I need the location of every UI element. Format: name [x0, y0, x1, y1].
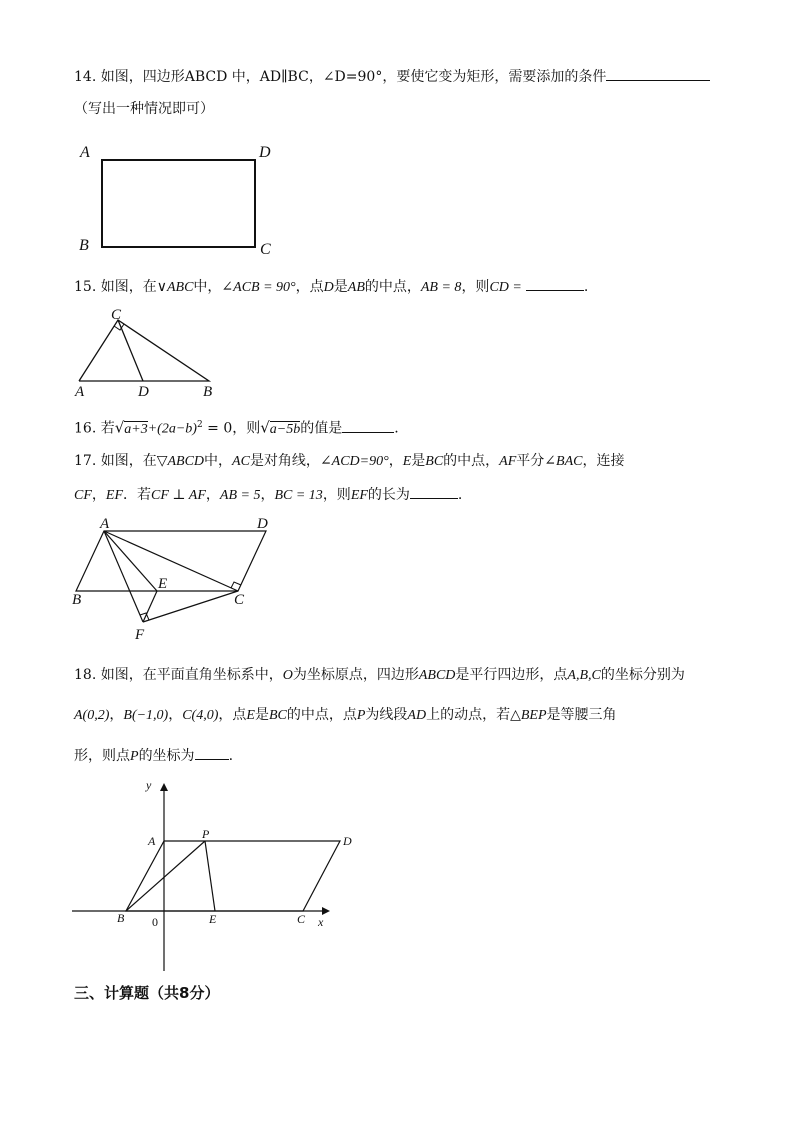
q17-e: E: [402, 454, 412, 469]
q17-text-7: ，连接: [582, 453, 625, 469]
q16-radicand-2: a−5b: [269, 421, 301, 437]
q15-text-4: 的中点，: [364, 279, 421, 295]
q17-segment-cf: [143, 591, 238, 622]
q17-text-2: 是对角线，: [249, 453, 320, 469]
q15-triangle: ∨ABC: [156, 280, 194, 295]
q18-label-p: P: [202, 827, 210, 841]
q17-cf: CF: [74, 488, 92, 503]
q15-label-a: A: [75, 384, 85, 400]
q15-given: AB = 8: [420, 280, 462, 295]
q15-point-d: D: [323, 280, 334, 295]
q17-segment-ae: [104, 531, 157, 591]
q14-label-d: D: [259, 144, 271, 161]
q17-angle: ∠ACD=90°: [319, 454, 389, 469]
q18-line2: [74, 706, 617, 725]
q17-bc-value: BC = 13: [274, 488, 323, 503]
q17-text-6: 平分: [516, 453, 545, 469]
q17-label-e: E: [158, 576, 168, 592]
q18-text-5: ，点: [218, 707, 247, 723]
section-title: 三、计算题（共8分）: [74, 984, 220, 1002]
q18-coordinate-figure: [68, 774, 368, 974]
q18-text-2: 为坐标原点，四边形: [292, 667, 419, 683]
q18-coord-c: C(4,0): [182, 708, 219, 723]
q18-p2: P: [130, 749, 139, 764]
q18-text-9: 上的动点，若: [426, 707, 511, 723]
q17-answer-blank[interactable]: [410, 484, 458, 499]
q17-label-a: A: [100, 516, 110, 532]
q18-p: P: [356, 708, 366, 723]
q17-label-c: C: [234, 592, 245, 608]
q18-label-d: D: [343, 834, 352, 848]
q17-label-b: B: [72, 592, 82, 608]
q15-label-c: C: [111, 307, 122, 323]
q17-ac: AC: [232, 454, 250, 469]
q18-segment-pe: [205, 841, 215, 911]
q15-line: [74, 276, 588, 297]
q17-line2: [74, 484, 462, 505]
q17-text-13: 的长为: [367, 487, 410, 503]
q14-label-a: A: [80, 144, 90, 161]
q17-text-1: 中，: [204, 453, 233, 469]
q18-line3: [74, 745, 233, 766]
q16-radical-2: √: [260, 418, 270, 437]
q17-bc: BC: [425, 454, 444, 469]
q17-text-8: ，: [91, 487, 106, 503]
q17-text-9: ．若: [123, 487, 151, 503]
q17-text-11: ，: [260, 487, 275, 503]
q18-text-3: 是平行四边形，点: [455, 667, 568, 683]
q14-label-c: C: [260, 241, 271, 258]
q18-triangle: △BEP: [510, 708, 547, 723]
q18-abcd: ABCD: [418, 668, 456, 683]
q17-text-5: 的中点，: [443, 453, 500, 469]
q18-label-x: x: [318, 915, 324, 929]
q17-label-f: F: [135, 627, 145, 643]
q18-parallelogram-abcd: [126, 841, 340, 911]
q17-af: AF: [499, 454, 517, 469]
q18-label-origin: 0: [152, 915, 158, 929]
q16-square-term: +(2a−b): [147, 421, 197, 437]
q16-text: ，则: [232, 420, 261, 437]
q18-text-8: 为线段: [365, 707, 408, 723]
q15-triangle-figure: [70, 304, 230, 400]
q17-prefix: 17. 如图，在: [74, 453, 157, 469]
q14-rectangle: [102, 160, 255, 247]
q18-text-1: 18. 如图，在平面直角坐标系中，: [74, 667, 283, 683]
q18-abc: A,B,C: [567, 668, 601, 683]
q17-text-4: 是: [411, 453, 426, 469]
q15-prefix: 15. 如图，在: [74, 279, 157, 295]
q16-exponent: 2: [196, 420, 203, 430]
q18-segment-bp: [126, 841, 205, 911]
q18-comma-1: ，: [109, 707, 124, 723]
q17-text-12: ，则: [322, 487, 351, 503]
q17-text-10: ，: [205, 487, 220, 503]
q18-text-4: 的坐标分别为: [600, 667, 685, 683]
q18-text-6: 是: [254, 707, 269, 723]
q17-line1: [74, 452, 624, 471]
q15-label-b: B: [203, 384, 213, 400]
q15-end: .: [583, 279, 589, 295]
q14-rectangle-figure: [70, 138, 290, 262]
q17-ab: AB = 5: [219, 488, 261, 503]
q15-text-5: ，则: [461, 279, 490, 295]
q14-line1: [74, 66, 710, 86]
q17-parallelogram-figure: [68, 514, 278, 644]
q17-dot: .: [457, 487, 463, 503]
q17-parallelogram: ▽ABCD: [156, 454, 205, 469]
q15-text-2: ，点: [295, 279, 324, 295]
q18-text-10: 是等腰三角: [546, 707, 617, 723]
q15-triangle-abc: [79, 320, 209, 381]
q15-answer-blank[interactable]: [526, 276, 584, 291]
q18-ad: AD: [407, 708, 427, 723]
q18-text-7: 的中点，点: [286, 707, 357, 723]
q17-bac: ∠BAC: [544, 454, 583, 469]
q18-label-a: A: [148, 834, 156, 848]
q16-prefix: 16. 若: [74, 420, 115, 437]
q16-dot: .: [394, 420, 399, 437]
q17-segment-ef: [143, 591, 157, 622]
q17-ef-ask: EF: [350, 488, 368, 503]
q14-answer-blank[interactable]: [606, 66, 710, 81]
q15-ask: CD =: [489, 280, 522, 295]
q15-text-1: 中，: [193, 279, 222, 295]
q15-segment-ab: AB: [347, 280, 365, 295]
q18-line1: [74, 666, 685, 685]
q16-answer-blank[interactable]: [342, 418, 394, 433]
q18-bc: BC: [268, 708, 287, 723]
q18-text-11: 形，则点: [74, 748, 130, 764]
q14-text: 14. 如图，四边形ABCD 中，AD∥BC，∠D=90°，要使它变为矩形，需要添加的条件: [74, 69, 607, 85]
q18-x-arrow-icon: [322, 907, 330, 915]
q18-coord-a: A(0,2): [74, 708, 110, 723]
q15-text-3: 是: [333, 279, 348, 295]
q14-line2: （写出一种情况即可）: [74, 101, 214, 117]
q17-ef: EF: [105, 488, 123, 503]
q16-equals: = 0: [202, 420, 233, 437]
q18-text-12: 的坐标为: [138, 748, 195, 764]
q15-angle: ∠ACB = 90°: [221, 280, 296, 295]
q18-label-y: y: [146, 778, 152, 792]
q17-label-d: D: [257, 516, 268, 532]
q17-segment-af: [104, 531, 143, 622]
q14-label-b: B: [79, 237, 89, 254]
q18-label-c: C: [297, 912, 306, 926]
q16-radicand-1: a+3: [124, 421, 148, 437]
q18-e: E: [246, 708, 255, 723]
q17-perp: CF ⊥ AF: [151, 488, 206, 503]
q17-text-3: ，: [388, 453, 403, 469]
q15-label-d: D: [138, 384, 149, 400]
q18-o: O: [282, 668, 293, 683]
q18-label-b: B: [117, 911, 125, 925]
q18-answer-blank[interactable]: [195, 745, 229, 760]
q18-comma-2: ，: [168, 707, 183, 723]
q18-label-e: E: [209, 912, 217, 926]
q16-end-text: 的值是: [300, 420, 343, 437]
q17-diagonal-ac: [104, 531, 238, 591]
q18-coord-b: B(−1,0): [123, 708, 169, 723]
q18-y-arrow-icon: [160, 783, 168, 791]
q16-radical-1: √: [114, 418, 125, 437]
q16-line: [74, 416, 399, 439]
q18-dot: .: [228, 748, 234, 764]
